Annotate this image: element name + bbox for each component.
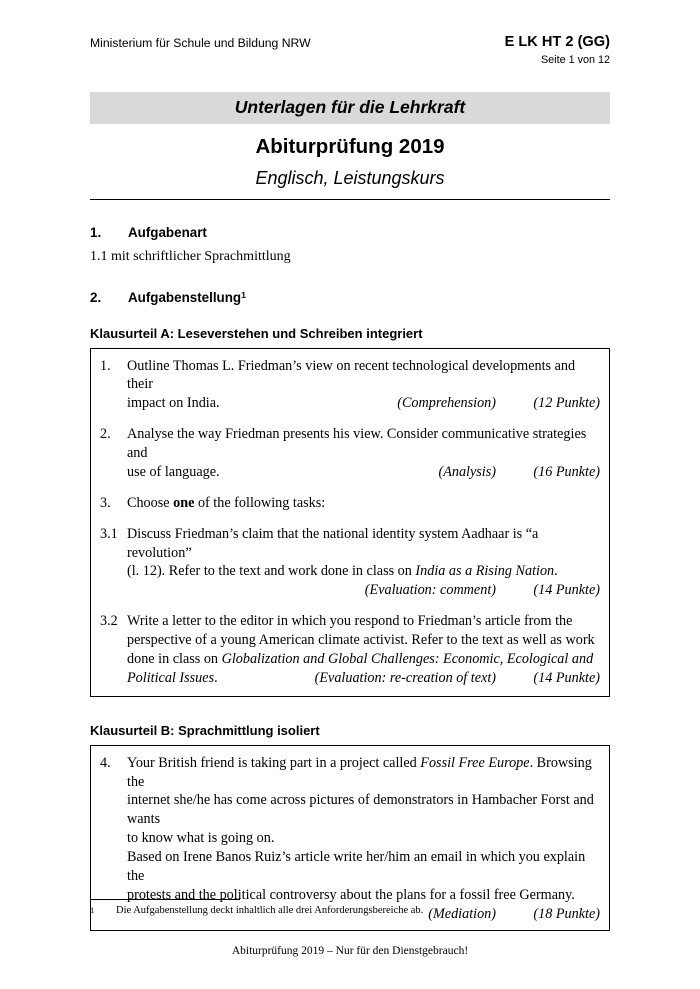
task-1-number: 1. xyxy=(100,357,111,374)
section-2-heading xyxy=(90,290,610,305)
task-4-line3: to know what is going on. xyxy=(127,830,275,847)
task-3-2-line2: perspective of a young American climate activist. Refer to the text as well as work xyxy=(127,632,595,648)
part-a-heading: Klausurteil A: Leseverstehen und Schreiben integriert xyxy=(90,325,423,341)
section-1-heading xyxy=(90,225,610,240)
page-subtitle: Englisch, Leistungskurs xyxy=(255,167,445,188)
task-3-1-line2-pre: (l. 12). Refer to the text and work done in class on xyxy=(127,563,416,580)
task-1-text-line1: Outline Thomas L. Friedman’s view on recent technological developments and their xyxy=(127,357,576,393)
title-banner: Unterlagen für die Lehrkraft xyxy=(90,92,610,124)
task-2-tag: (Analysis) xyxy=(438,463,496,480)
task-3-2-line4-post: . xyxy=(214,669,218,686)
task-2-number: 2. xyxy=(100,426,111,443)
task-4-line2: internet she/he has come across pictures of demonstrators in Hambacher Forst and wants xyxy=(127,792,594,828)
task-2 xyxy=(100,425,600,482)
task-3-1-points: (14 Punkte) xyxy=(533,582,600,599)
task-3-1-tag: (Evaluation: comment) xyxy=(364,582,496,599)
task-3-text-pre: Choose xyxy=(127,494,174,511)
header-right-block xyxy=(505,34,610,66)
task-3-1-line2-post: . xyxy=(554,563,558,580)
task-2-text-line2: use of language. xyxy=(127,463,220,480)
task-3-2-line3-pre: done in class on xyxy=(127,650,222,667)
document-header xyxy=(90,34,610,66)
task-3-1-line2-italic: India as a Rising Nation xyxy=(415,563,555,580)
section-2-label: Aufgabenstellung xyxy=(128,289,242,305)
task-1-points: (12 Punkte) xyxy=(533,395,600,412)
task-4-tag: (Mediation) xyxy=(428,905,496,922)
task-4-number: 4. xyxy=(100,754,111,771)
footnote-text: Die Aufgabenstellung deckt inhaltlich alle drei Anforderungsbereiche ab. xyxy=(116,905,424,917)
footnote-ref: 1 xyxy=(241,289,246,300)
task-4-line1-post: . Browsing the xyxy=(127,754,592,790)
ministry-label: Ministerium für Schule und Bildung NRW xyxy=(90,36,311,50)
section-2-number: 2. xyxy=(90,289,102,305)
task-3-2 xyxy=(100,612,600,688)
footnote xyxy=(90,904,610,918)
task-3-2-line3-italic: Globalization and Global Challenges: Economic, Ecological and xyxy=(221,650,594,667)
task-3-2-tag: (Evaluation: re-creation of text) xyxy=(314,669,496,686)
title-divider xyxy=(90,199,610,200)
task-3-2-line4-italic: Political Issues xyxy=(127,669,215,686)
task-1-tag: (Comprehension) xyxy=(397,395,496,412)
task-3-1-line1: Discuss Friedman’s claim that the national identity system Aadhaar is “a revolution” xyxy=(127,525,539,561)
task-4-line1-italic: Fossil Free Europe xyxy=(420,754,530,771)
document-footer: Abiturprüfung 2019 – Nur für den Dienstgebrauch! xyxy=(231,945,469,957)
task-3-1 xyxy=(100,525,600,601)
footer-area xyxy=(90,899,610,957)
task-3-emphasis: one xyxy=(173,494,195,511)
part-a-task-box xyxy=(90,348,610,697)
footnote-marker: 1 xyxy=(90,905,95,916)
task-3-1-number: 3.1 xyxy=(100,525,118,542)
page-title: Abiturprüfung 2019 xyxy=(255,134,445,158)
task-4-line1-pre: Your British friend is taking part in a project called xyxy=(127,754,421,771)
footnote-divider xyxy=(90,899,240,900)
section-1-number: 1. xyxy=(90,224,102,240)
task-3 xyxy=(100,494,600,513)
task-1 xyxy=(100,357,600,414)
task-3-number: 3. xyxy=(100,494,111,511)
exam-code: E LK HT 2 (GG) xyxy=(504,34,610,50)
task-3-2-points: (14 Punkte) xyxy=(533,669,600,686)
task-3-text-post: of the following tasks: xyxy=(194,494,326,511)
task-4-line5: protests and the political controversy about the plans for a fossil free Germany. xyxy=(127,886,575,903)
task-4-line4: Based on Irene Banos Ruiz’s article write her/him an email in which you explain the xyxy=(127,849,586,884)
task-1-text-line2: impact on India. xyxy=(127,395,220,412)
part-b-heading: Klausurteil B: Sprachmittlung isoliert xyxy=(90,722,320,738)
section-1-label: Aufgabenart xyxy=(128,224,207,240)
section-1-text: 1.1 mit schriftlicher Sprachmittlung xyxy=(90,248,291,264)
task-4 xyxy=(100,754,600,924)
task-3-2-line1: Write a letter to the editor in which you respond to Friedman’s article from the xyxy=(127,613,573,630)
task-2-points: (16 Punkte) xyxy=(533,463,600,480)
task-2-text-line1: Analyse the way Friedman presents his view. Consider communicative strategies and xyxy=(127,426,587,461)
page-number: Seite 1 von 12 xyxy=(540,53,610,66)
task-3-2-number: 3.2 xyxy=(100,613,118,630)
task-4-points: (18 Punkte) xyxy=(533,905,600,922)
